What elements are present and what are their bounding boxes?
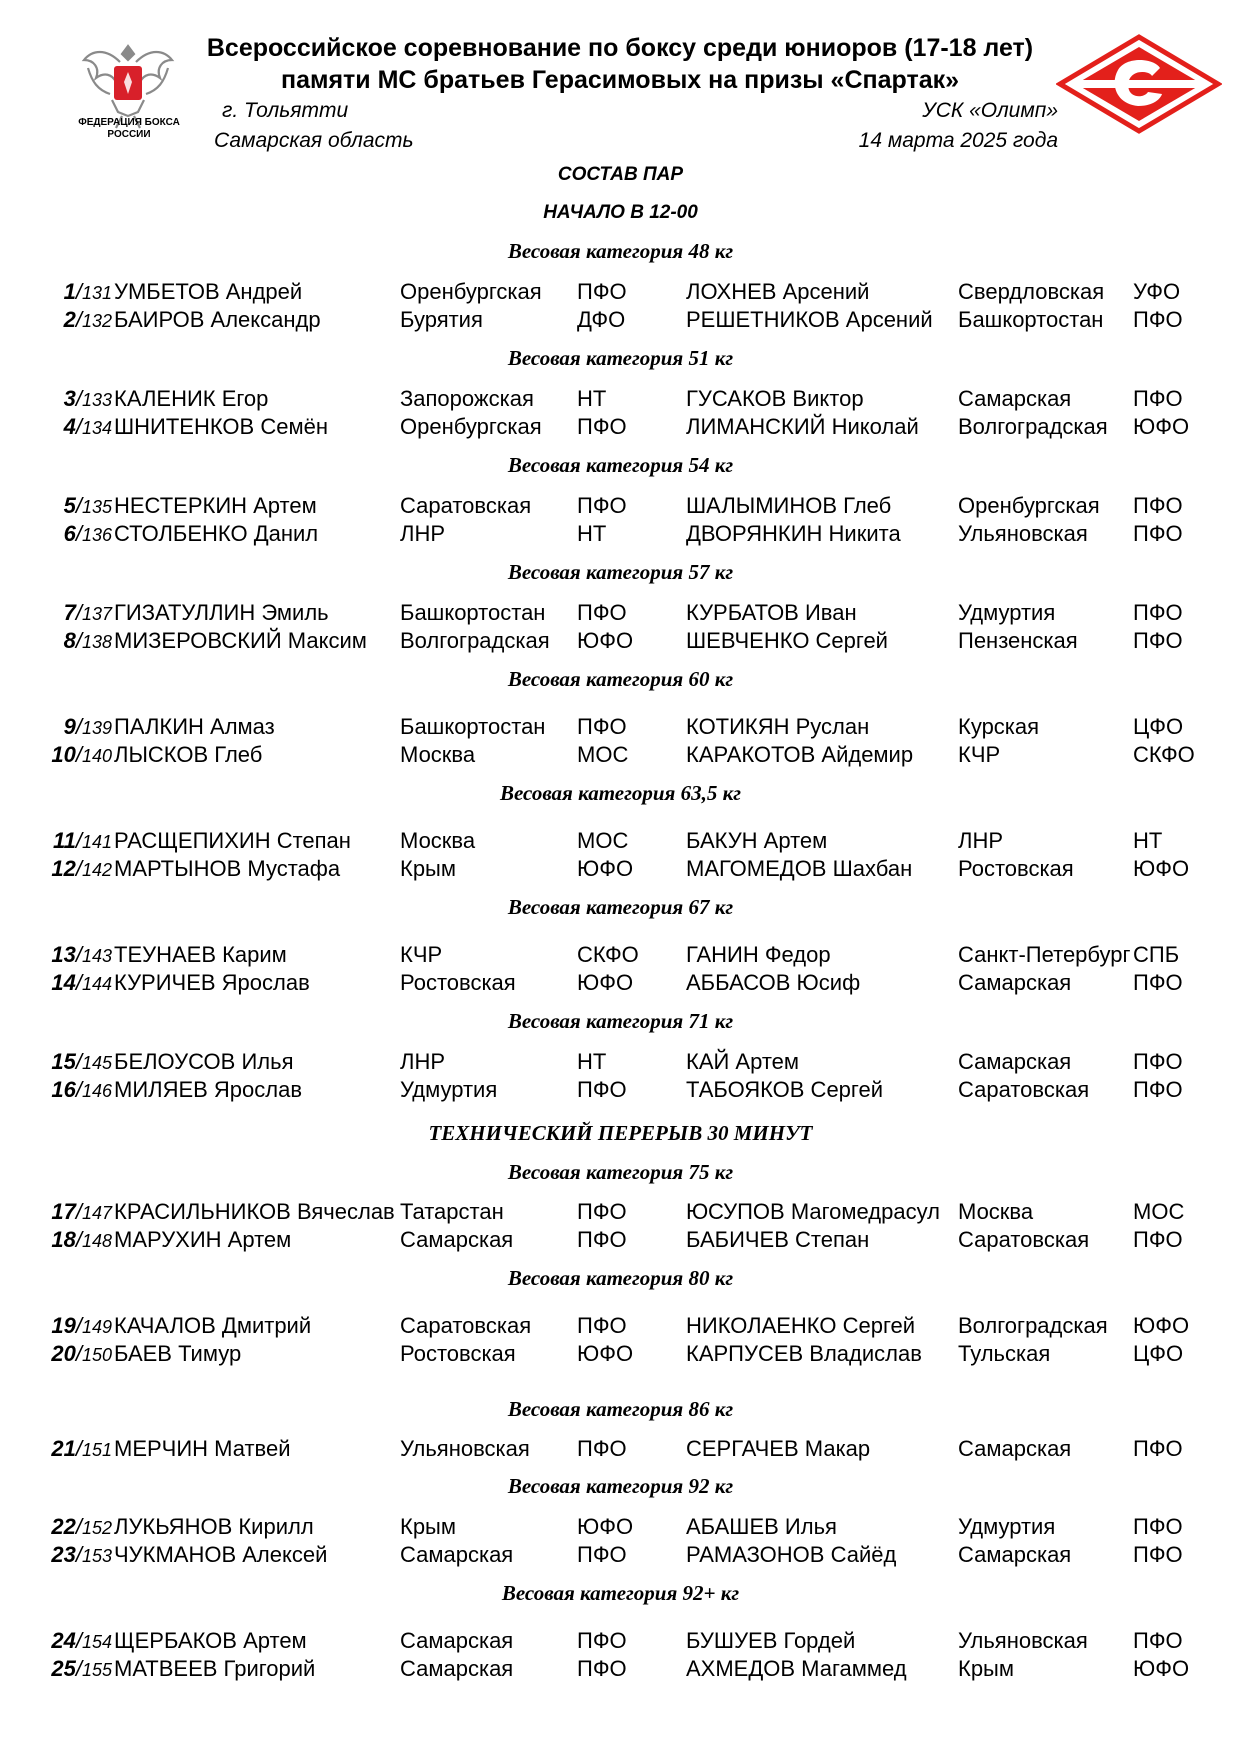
bout-number: 3/133	[63, 386, 112, 411]
region-label: Самарская область	[214, 129, 414, 152]
bout-id: 138	[81, 632, 112, 652]
blue-corner-region: Оренбургская	[958, 493, 1100, 518]
blue-corner-region: Самарская	[958, 1542, 1072, 1567]
blue-corner-name: РЕШЕТНИКОВ Арсений	[686, 307, 933, 332]
bout-number: 6/136	[63, 521, 112, 546]
red-corner-region: Оренбургская	[400, 414, 542, 439]
blue-corner-name: СЕРГАЧЕВ Макар	[686, 1436, 871, 1461]
bout-row	[0, 1313, 1241, 1341]
bout-number: 25/155	[51, 1656, 112, 1681]
pair-number: 12	[51, 856, 76, 881]
bout-row	[0, 856, 1241, 884]
bout-id: 150	[81, 1345, 112, 1365]
red-corner-name: СТОЛБЕНКО Данил	[114, 521, 319, 546]
blue-corner-district: ЮФО	[1133, 1313, 1190, 1338]
red-corner-name: БЕЛОУСОВ Илья	[114, 1049, 294, 1074]
bout-number: 1/131	[63, 279, 112, 304]
red-corner-region: Самарская	[400, 1656, 514, 1681]
blue-corner-district: ЮФО	[1133, 856, 1190, 881]
weight-category-title: Весовая категория 60 кг	[507, 667, 734, 691]
red-corner-name: ЛУКЬЯНОВ Кирилл	[114, 1514, 314, 1539]
bout-number: 23/153	[51, 1542, 112, 1567]
red-corner-district: ПФО	[577, 714, 627, 739]
blue-corner-district: ПФО	[1133, 1542, 1183, 1567]
pair-number: 4	[63, 414, 76, 439]
red-corner-district: МОС	[577, 828, 629, 853]
bout-id: 141	[81, 832, 112, 852]
blue-corner-region: Самарская	[958, 1049, 1072, 1074]
bout-id: 145	[81, 1053, 112, 1073]
pair-number: 5	[63, 493, 76, 518]
blue-corner-district: ПФО	[1133, 600, 1183, 625]
bout-number: 15/145	[51, 1049, 112, 1074]
blue-corner-region: Волгоградская	[958, 414, 1108, 439]
blue-corner-region: Саратовская	[958, 1227, 1090, 1252]
blue-corner-district: УФО	[1133, 279, 1181, 304]
bout-number: 14/144	[51, 970, 112, 995]
red-corner-region: Саратовская	[400, 493, 532, 518]
pair-number: 1	[63, 279, 76, 304]
bout-id: 139	[81, 718, 112, 738]
blue-corner-name: ЛИМАНСКИЙ Николай	[686, 414, 919, 439]
bout-number: 24/154	[51, 1628, 112, 1653]
blue-corner-region: Удмуртия	[958, 1514, 1056, 1539]
bout-id: 149	[81, 1317, 112, 1337]
pair-number: 24	[51, 1628, 76, 1653]
bout-id: 146	[81, 1081, 112, 1101]
bout-row	[0, 1077, 1241, 1105]
red-corner-district: ПФО	[577, 1436, 627, 1461]
red-corner-region: КЧР	[400, 942, 443, 967]
bout-row	[0, 307, 1241, 335]
bout-row	[0, 386, 1241, 414]
red-corner-name: ПАЛКИН Алмаз	[114, 714, 275, 739]
blue-corner-region: Ульяновская	[958, 521, 1088, 546]
red-corner-region: Крым	[400, 1514, 456, 1539]
city-label: г. Тольятти	[222, 99, 349, 122]
blue-corner-district: ПФО	[1133, 970, 1183, 995]
red-corner-name: ЧУКМАНОВ Алексей	[114, 1542, 328, 1567]
blue-corner-district: ПФО	[1133, 1628, 1183, 1653]
red-corner-name: МИЗЕРОВСКИЙ Максим	[114, 628, 367, 653]
red-corner-name: МИЛЯЕВ Ярослав	[114, 1077, 303, 1102]
blue-corner-region: КЧР	[958, 742, 1001, 767]
bout-id: 142	[81, 860, 112, 880]
pair-number: 14	[51, 970, 76, 995]
bout-row	[0, 1341, 1241, 1369]
blue-corner-name: КАЙ Артем	[686, 1049, 800, 1074]
pair-number: 2	[63, 307, 76, 332]
bout-row	[0, 1227, 1241, 1255]
bout-row	[0, 1628, 1241, 1656]
red-corner-region: Запорожская	[400, 386, 534, 411]
bout-number: 16/146	[51, 1077, 112, 1102]
blue-corner-district: СКФО	[1133, 742, 1195, 767]
pair-number: 6	[63, 521, 76, 546]
pair-number: 18	[51, 1227, 76, 1252]
bout-id: 137	[81, 604, 112, 624]
blue-corner-district: ПФО	[1133, 307, 1183, 332]
blue-corner-region: Башкортостан	[958, 307, 1104, 332]
bout-id: 151	[81, 1440, 112, 1460]
bout-row	[0, 1199, 1241, 1227]
red-corner-name: ЛЫСКОВ Глеб	[114, 742, 263, 767]
red-corner-name: КРАСИЛЬНИКОВ Вячеслав	[114, 1199, 395, 1224]
stripe-icon	[1072, 80, 1206, 88]
blue-corner-region: Крым	[958, 1656, 1014, 1681]
blue-corner-region: Саратовская	[958, 1077, 1090, 1102]
red-corner-district: ПФО	[577, 600, 627, 625]
blue-corner-name: НИКОЛАЕНКО Сергей	[686, 1313, 916, 1338]
blue-corner-district: ПФО	[1133, 1514, 1183, 1539]
blue-corner-name: РАМАЗОНОВ Сайёд	[686, 1542, 897, 1567]
blue-corner-name: КОТИКЯН Руслан	[686, 714, 870, 739]
red-corner-district: ПФО	[577, 1313, 627, 1338]
red-corner-district: ПФО	[577, 1628, 627, 1653]
red-corner-region: Ростовская	[400, 1341, 516, 1366]
bout-id: 136	[81, 525, 112, 545]
blue-corner-district: ЮФО	[1133, 1656, 1190, 1681]
red-corner-district: ПФО	[577, 1227, 627, 1252]
bout-number: 10/140	[51, 742, 112, 767]
bout-number: 7/137	[63, 600, 112, 625]
blue-corner-region: Санкт-Петербург	[958, 942, 1131, 967]
bout-number: 18/148	[51, 1227, 112, 1252]
red-corner-region: ЛНР	[400, 1049, 445, 1074]
bout-row	[0, 1514, 1241, 1542]
blue-corner-name: КАРПУСЕВ Владислав	[686, 1341, 922, 1366]
blue-corner-name: КУРБАТОВ Иван	[686, 600, 857, 625]
red-corner-name: МЕРЧИН Матвей	[114, 1436, 291, 1461]
blue-corner-region: ЛНР	[958, 828, 1003, 853]
blue-corner-region: Курская	[958, 714, 1040, 739]
red-corner-district: МОС	[577, 742, 629, 767]
weight-category-title: Весовая категория 92+ кг	[501, 1581, 740, 1605]
pair-number: 25	[51, 1656, 76, 1681]
bout-id: 148	[81, 1231, 112, 1251]
red-corner-district: НТ	[577, 521, 607, 546]
bout-row	[0, 1436, 1241, 1464]
blue-corner-name: ЮСУПОВ Магомедрасул	[686, 1199, 940, 1224]
bout-id: 131	[81, 283, 112, 303]
blue-corner-region: Тульская	[958, 1341, 1051, 1366]
blue-corner-name: ЛОХНЕВ Арсений	[686, 279, 870, 304]
bout-row	[0, 970, 1241, 998]
red-corner-district: ЮФО	[577, 628, 634, 653]
blue-corner-region: Пензенская	[958, 628, 1078, 653]
red-corner-district: ЮФО	[577, 1341, 634, 1366]
weight-category-title: Весовая категория 80 кг	[507, 1266, 734, 1290]
red-corner-region: Самарская	[400, 1227, 514, 1252]
bout-number: 5/135	[63, 493, 112, 518]
red-corner-district: НТ	[577, 386, 607, 411]
pair-number: 7	[63, 600, 76, 625]
blue-corner-district: МОС	[1133, 1199, 1185, 1224]
red-corner-district: ПФО	[577, 1077, 627, 1102]
blue-corner-district: ПФО	[1133, 1436, 1183, 1461]
red-corner-name: КУРИЧЕВ Ярослав	[114, 970, 310, 995]
red-corner-district: ПФО	[577, 493, 627, 518]
blue-corner-name: ШАЛЫМИНОВ Глеб	[686, 493, 892, 518]
blue-corner-name: АББАСОВ Юсиф	[686, 970, 861, 995]
venue-label: УСК «Олимп»	[922, 99, 1058, 122]
blue-corner-district: ЦФО	[1133, 1341, 1184, 1366]
blue-corner-region: Ростовская	[958, 856, 1074, 881]
start-time: НАЧАЛО В 12-00	[543, 202, 698, 223]
red-corner-region: Ростовская	[400, 970, 516, 995]
pair-number: 23	[51, 1542, 76, 1567]
bout-row	[0, 1049, 1241, 1077]
red-corner-name: КАЛЕНИК Егор	[114, 386, 269, 411]
bout-row	[0, 828, 1241, 856]
red-corner-district: ЮФО	[577, 970, 634, 995]
blue-corner-name: БАКУН Артем	[686, 828, 828, 853]
red-corner-name: ЩЕРБАКОВ Артем	[114, 1628, 307, 1653]
red-corner-district: НТ	[577, 1049, 607, 1074]
blue-corner-district: НТ	[1133, 828, 1163, 853]
red-corner-name: ТЕУНАЕВ Карим	[114, 942, 287, 967]
red-corner-region: Ульяновская	[400, 1436, 530, 1461]
bout-number: 8/138	[63, 628, 112, 653]
pair-number: 10	[51, 742, 76, 767]
bout-id: 133	[81, 390, 112, 410]
federation-logo-text: ФЕДЕРАЦИЯ БОКСА РОССИИ	[78, 117, 180, 140]
bout-id: 140	[81, 746, 112, 766]
blue-corner-district: ПФО	[1133, 386, 1183, 411]
red-corner-name: НЕСТЕРКИН Артем	[114, 493, 317, 518]
red-corner-district: ПФО	[577, 1542, 627, 1567]
red-corner-name: МАТВЕЕВ Григорий	[114, 1656, 316, 1681]
bout-row	[0, 279, 1241, 307]
blue-corner-region: Самарская	[958, 1436, 1072, 1461]
blue-corner-district: ЮФО	[1133, 414, 1190, 439]
spartak-logo	[1056, 34, 1222, 134]
bout-row	[0, 600, 1241, 628]
bout-id: 144	[81, 974, 112, 994]
bout-number: 12/142	[51, 856, 112, 881]
red-corner-name: ГИЗАТУЛЛИН Эмиль	[114, 600, 329, 625]
weight-category-title: Весовая категория 54 кг	[507, 453, 734, 477]
bout-number: 4/134	[63, 414, 112, 439]
blue-corner-name: МАГОМЕДОВ Шахбан	[686, 856, 913, 881]
pair-number: 21	[51, 1436, 76, 1461]
red-corner-district: СКФО	[577, 942, 639, 967]
red-corner-region: Самарская	[400, 1542, 514, 1567]
red-corner-region: Крым	[400, 856, 456, 881]
pair-number: 17	[51, 1199, 76, 1224]
bout-id: 134	[81, 418, 112, 438]
red-corner-name: МАРТЫНОВ Мустафа	[114, 856, 341, 881]
blue-corner-name: ГАНИН Федор	[686, 942, 831, 967]
blue-corner-district: ПФО	[1133, 628, 1183, 653]
blue-corner-name: ГУСАКОВ Виктор	[686, 386, 864, 411]
blue-corner-region: Ульяновская	[958, 1628, 1088, 1653]
blue-corner-district: ПФО	[1133, 1049, 1183, 1074]
red-corner-region: Удмуртия	[400, 1077, 498, 1102]
bout-number: 11/141	[52, 828, 112, 853]
bout-row	[0, 628, 1241, 656]
bout-number: 17/147	[51, 1199, 112, 1224]
document-title-line2: памяти МС братьев Герасимовых на призы «Спартак»	[280, 66, 960, 94]
pair-number: 11	[52, 828, 76, 853]
weight-category-title: Весовая категория 75 кг	[507, 1160, 734, 1184]
blue-corner-name: АБАШЕВ Илья	[686, 1514, 837, 1539]
bout-number: 9/139	[63, 714, 112, 739]
blue-corner-region: Удмуртия	[958, 600, 1056, 625]
pairs-heading: СОСТАВ ПАР	[557, 164, 684, 185]
bout-row	[0, 1656, 1241, 1684]
bout-number: 2/132	[63, 307, 112, 332]
pair-number: 8	[63, 628, 76, 653]
bout-row	[0, 1542, 1241, 1570]
bout-id: 132	[81, 311, 112, 331]
bout-id: 152	[81, 1518, 112, 1538]
bout-row	[0, 493, 1241, 521]
blue-corner-district: ЦФО	[1133, 714, 1184, 739]
red-corner-district: ПФО	[577, 414, 627, 439]
red-corner-region: Башкортостан	[400, 714, 546, 739]
red-corner-region: Оренбургская	[400, 279, 542, 304]
weight-category-title: Весовая категория 51 кг	[507, 346, 734, 370]
red-corner-district: ПФО	[577, 1199, 627, 1224]
bout-id: 155	[81, 1660, 112, 1680]
bout-id: 153	[81, 1546, 112, 1566]
blue-corner-name: БАБИЧЕВ Степан	[686, 1227, 870, 1252]
weight-category-title: Весовая категория 57 кг	[507, 560, 734, 584]
bout-number: 13/143	[51, 942, 112, 967]
red-corner-region: Саратовская	[400, 1313, 532, 1338]
pair-number: 13	[51, 942, 76, 967]
blue-corner-name: ДВОРЯНКИН Никита	[686, 521, 901, 546]
blue-corner-name: ТАБОЯКОВ Сергей	[686, 1077, 883, 1102]
pair-number: 3	[63, 386, 76, 411]
bout-row	[0, 942, 1241, 970]
blue-corner-district: ПФО	[1133, 521, 1183, 546]
red-corner-region: Волгоградская	[400, 628, 550, 653]
blue-corner-district: ПФО	[1133, 1227, 1183, 1252]
blue-corner-name: БУШУЕВ Гордей	[686, 1628, 856, 1653]
red-corner-region: Москва	[400, 828, 476, 853]
document-title-line1: Всероссийское соревнование по боксу среди юниоров (17-18 лет)	[206, 34, 1034, 62]
date-label: 14 марта 2025 года	[858, 129, 1058, 152]
blue-corner-region: Свердловская	[958, 279, 1105, 304]
red-corner-name: БАИРОВ Александр	[114, 307, 321, 332]
bout-id: 147	[81, 1203, 112, 1223]
bout-number: 22/152	[51, 1514, 112, 1539]
bout-number: 19/149	[51, 1313, 112, 1338]
red-corner-name: БАЕВ Тимур	[114, 1341, 242, 1366]
red-corner-region: ЛНР	[400, 521, 445, 546]
pair-number: 19	[51, 1313, 76, 1338]
red-corner-name: УМБЕТОВ Андрей	[114, 279, 303, 304]
blue-corner-region: Волгоградская	[958, 1313, 1108, 1338]
pair-number: 20	[51, 1341, 76, 1366]
red-corner-name: ШНИТЕНКОВ Семён	[114, 414, 328, 439]
weight-category-title: Весовая категория 86 кг	[507, 1397, 734, 1421]
bout-number: 21/151	[51, 1436, 112, 1461]
red-corner-name: КАЧАЛОВ Дмитрий	[114, 1313, 312, 1338]
blue-corner-region: Самарская	[958, 970, 1072, 995]
blue-corner-name: ШЕВЧЕНКО Сергей	[686, 628, 888, 653]
blue-corner-district: ПФО	[1133, 493, 1183, 518]
red-corner-region: Самарская	[400, 1628, 514, 1653]
bout-id: 154	[81, 1632, 112, 1652]
weight-category-title: Весовая категория 67 кг	[507, 895, 734, 919]
red-corner-name: МАРУХИН Артем	[114, 1227, 292, 1252]
pair-number: 15	[51, 1049, 76, 1074]
red-corner-name: РАСЩЕПИХИН Степан	[114, 828, 351, 853]
technical-break-notice: ТЕХНИЧЕСКИЙ ПЕРЕРЫВ 30 МИНУТ	[428, 1121, 813, 1145]
red-corner-region: Бурятия	[400, 307, 483, 332]
blue-corner-region: Самарская	[958, 386, 1072, 411]
bout-row	[0, 521, 1241, 549]
blue-corner-district: СПБ	[1133, 942, 1180, 967]
pair-number: 22	[51, 1514, 76, 1539]
weight-category-title: Весовая категория 71 кг	[507, 1009, 734, 1033]
red-corner-region: Москва	[400, 742, 476, 767]
weight-category-title: Весовая категория 92 кг	[507, 1474, 734, 1498]
red-corner-district: ЮФО	[577, 1514, 634, 1539]
blue-corner-name: КАРАКОТОВ Айдемир	[686, 742, 914, 767]
bout-row	[0, 414, 1241, 442]
red-corner-district: ДФО	[577, 307, 626, 332]
red-corner-district: ПФО	[577, 279, 627, 304]
blue-corner-district: ПФО	[1133, 1077, 1183, 1102]
weight-category-title: Весовая категория 63,5 кг	[499, 781, 742, 805]
red-corner-district: ЮФО	[577, 856, 634, 881]
red-corner-region: Башкортостан	[400, 600, 546, 625]
red-corner-region: Татарстан	[400, 1199, 504, 1224]
bout-row	[0, 742, 1241, 770]
blue-corner-name: АХМЕДОВ Магаммед	[686, 1656, 907, 1681]
document-header	[0, 0, 1241, 160]
bout-number: 20/150	[51, 1341, 112, 1366]
pair-number: 9	[63, 714, 76, 739]
bout-id: 135	[81, 497, 112, 517]
blue-corner-region: Москва	[958, 1199, 1034, 1224]
red-corner-district: ПФО	[577, 1656, 627, 1681]
weight-category-title: Весовая категория 48 кг	[507, 239, 734, 263]
bout-id: 143	[81, 946, 112, 966]
pair-number: 16	[51, 1077, 76, 1102]
bout-row	[0, 714, 1241, 742]
